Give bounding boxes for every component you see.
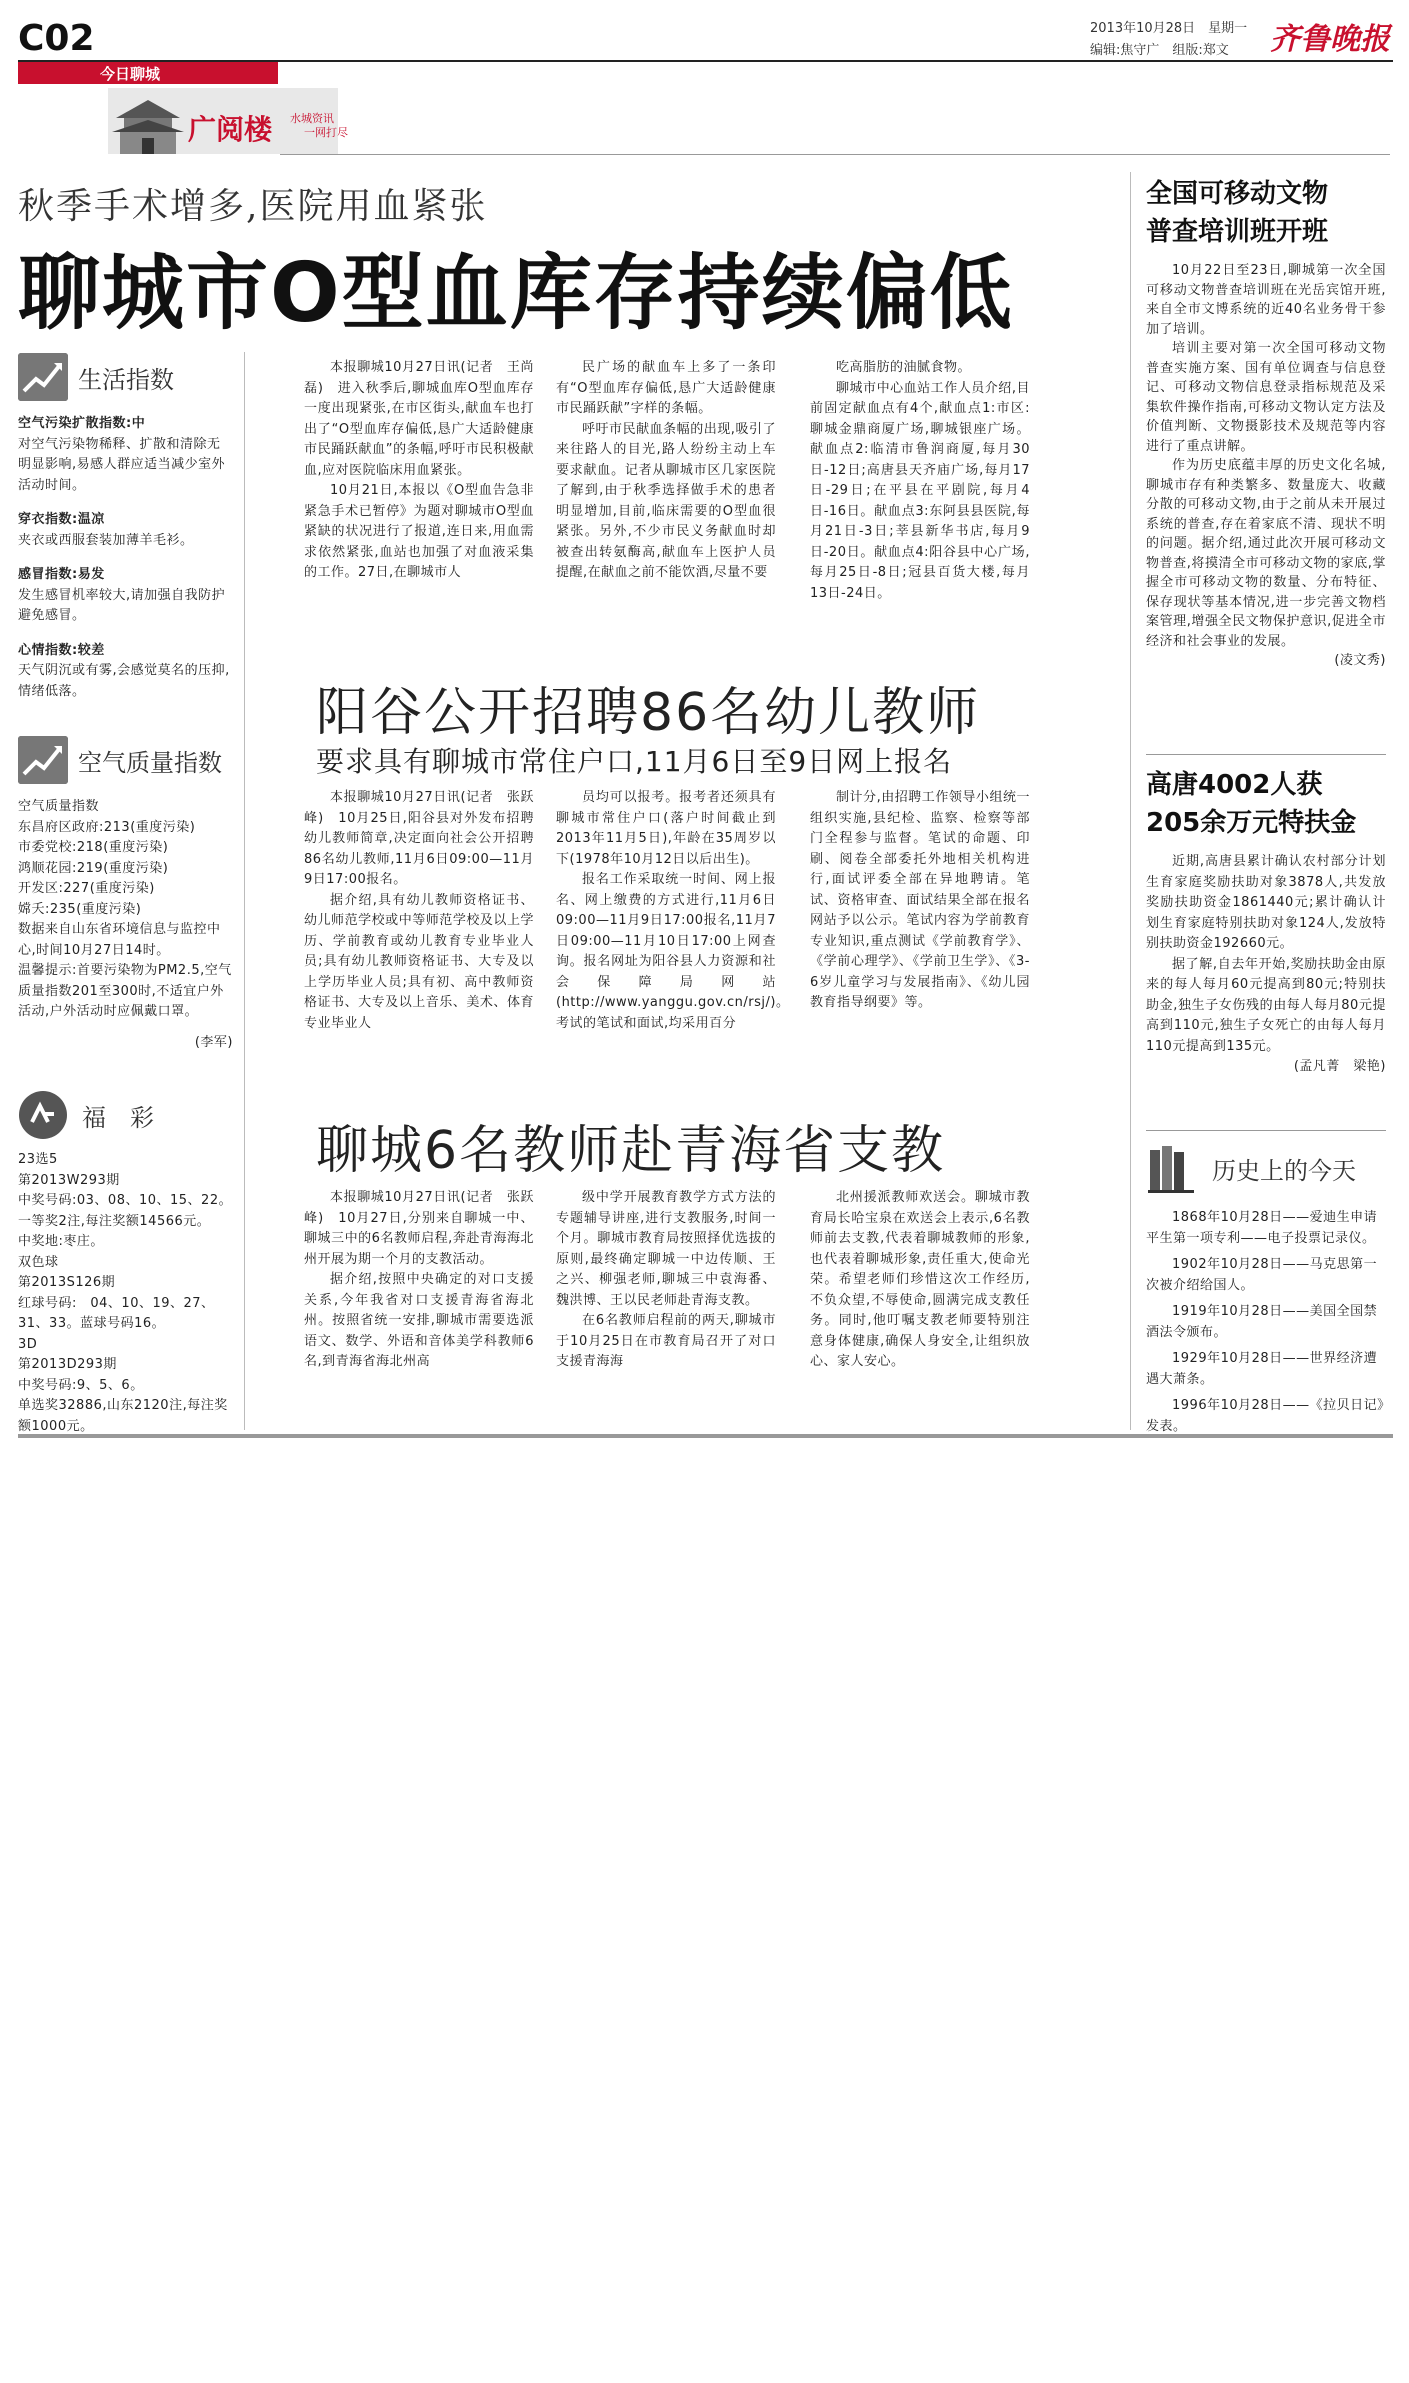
right-article1-body bbox=[1146, 261, 1386, 651]
history-item: 1929年10月28日——世界经济遭遇大萧条。 bbox=[1146, 1351, 1378, 1387]
article2-subhead: 要求具有聊城市常住户口,11月6日至9日网上报名 bbox=[316, 745, 953, 778]
history-list bbox=[1146, 1208, 1386, 1437]
sidebar-life bbox=[18, 352, 233, 716]
lottery-line: 红球号码: 04、10、19、27、31、33。蓝球号码16。 bbox=[18, 1295, 215, 1331]
right-article2-title-line2: 205余万元特扶金 bbox=[1146, 808, 1357, 838]
sidebar-lottery bbox=[18, 1090, 233, 1437]
banner-rule bbox=[280, 154, 1390, 155]
article2-column-3 bbox=[810, 788, 1030, 1014]
paragraph: 呼吁市民献血条幅的出现,吸引了来往路人的目光,路人纷纷主动上车要求献血。记者从聊城市区几家医院了解到,由于秋季选择做手术的患者明显增加,目前,临床需要的O型血很紧张。另外,不少市民义务献血时却被查出转氨酶高,献血车上医护人员提醒,在献血之前不能饮酒,尽量不要 bbox=[556, 421, 776, 580]
paragraph: 制计分,由招聘工作领导小组统一组织实施,县纪检、监察、检察等部门全程参与监督。笔试的命题、印刷、阅卷全部委托外地相关机构进行,面试评委全部在异地聘请。笔试、资格审查、面试结果全部在报名网站予以公示。笔试内容为学前教育专业知识,重点测试《学前教育学》、《学前心理学》、《学前卫生学》、《3-6岁儿童学习与发展指南》、《幼儿园教育指导纲要》等。 bbox=[810, 790, 1030, 1010]
right-article1-title-line2: 普查培训班开班 bbox=[1146, 217, 1329, 247]
paragraph: 本报聊城10月27日讯(记者 王尚磊) 进入秋季后,聊城血库O型血库存一度出现紧张,在市区街头,献血车也打出了“O型血库存偏低,恳广大适龄健康市民踊跃献血”的条幅,呼吁市民积极献血,应对医院临床用血紧张。 bbox=[304, 360, 534, 478]
air-quality-list bbox=[18, 797, 233, 1023]
paragraph: 吃高脂肪的油腻食物。 bbox=[836, 360, 972, 375]
banner-title: 广阅楼 bbox=[188, 113, 273, 146]
books-icon bbox=[1146, 1142, 1198, 1194]
paragraph: 据介绍,按照中央确定的对口支援关系,今年我省对口支援青海省海北州。按照省统一安排,聊城市需要选派语文、数学、外语和音体美学科教师6名,到青海省海北州高 bbox=[304, 1272, 534, 1369]
page-number: C02 bbox=[18, 18, 95, 59]
article1-column-1 bbox=[304, 358, 534, 584]
life-index-text: 天气阴沉或有雾,会感觉莫名的压抑,情绪低落。 bbox=[18, 663, 230, 699]
column-rule bbox=[1130, 172, 1131, 1430]
lottery-line: 双色球 bbox=[18, 1254, 59, 1270]
paragraph: 本报聊城10月27日讯(记者 张跃峰) 10月25日,阳谷县对外发布招聘幼儿教师简章,决定面向社会公开招聘86名幼儿教师,11月6日09:00—11月9日17:00报名。 bbox=[304, 790, 534, 887]
page-bottom-rule bbox=[18, 1434, 1393, 1438]
lottery-line: 23选5 bbox=[18, 1152, 58, 1167]
air-quality-line: 嫦夭:235(重度污染) bbox=[18, 901, 142, 917]
section-rule bbox=[1146, 1130, 1386, 1131]
life-index-item bbox=[18, 414, 233, 496]
life-index-label: 空气污染扩散指数:中 bbox=[18, 416, 146, 431]
right-article2-author: (孟凡菁 梁艳) bbox=[1293, 1059, 1386, 1074]
right-history bbox=[1146, 1140, 1386, 1443]
lottery-list bbox=[18, 1150, 233, 1437]
chart-trend-icon bbox=[18, 353, 68, 401]
article1-column-2 bbox=[556, 358, 776, 584]
life-index-label: 心情指数:较差 bbox=[18, 642, 105, 658]
paragraph: 级中学开展教育教学方式方法的专题辅导讲座,进行支教服务,时间一个月。聊城市教育局按照择优选拔的原则,最终确定聊城一中边传顺、王之兴、柳强老师,聊城三中袁海番、魏洪博、王以民老师赴青海支教。 bbox=[556, 1190, 776, 1308]
history-title: 历史上的今天 bbox=[1212, 1156, 1356, 1185]
section-rule bbox=[1146, 754, 1386, 755]
life-index-text: 夹衣或西服套装加薄羊毛衫。 bbox=[18, 532, 194, 548]
lottery-line: 中奖号码:03、08、10、15、22。 bbox=[18, 1193, 233, 1208]
right-article-2 bbox=[1146, 766, 1386, 1078]
lottery-line: 一等奖2注,每注奖额14566元。 bbox=[18, 1213, 211, 1229]
lottery-line: 第2013W293期 bbox=[18, 1172, 120, 1188]
paragraph: 作为历史底蕴丰厚的历史文化名城,聊城市存有种类繁多、数量庞大、收藏分散的可移动文物,由于之前从未开展过系统的普查,存在着家底不清、现状不明的问题。据介绍,通过此次开展可移动文物普查,将摸清全市可移动文物的家底,掌握全市可移动文物的数量、分布特征、保存现状等基本情况,进一步完善文物档案管理,增强全民文物保护意识,促进全市经济和社会事业的发展。 bbox=[1146, 458, 1386, 649]
air-quality-line: 空气质量指数 bbox=[18, 799, 100, 814]
paragraph: 报名工作采取统一时间、网上报名、网上缴费的方式进行,11月6日09:00—11月9日17:00报名,11月7日09:00—11月10日17:00上网查询。报名网址为阳谷县人力资源和社会保障局网站(http://www.yanggu.gov.cn/rsj/)。考试的笔试和面试,均采用百分 bbox=[556, 872, 790, 1031]
air-quality-line: 开发区:227(重度污染) bbox=[18, 881, 155, 896]
air-quality-line: 东昌府区政府:213(重度污染) bbox=[18, 819, 196, 835]
air-quality-title: 空气质量指数 bbox=[78, 748, 222, 777]
section-label: 今日聊城 bbox=[100, 65, 161, 83]
life-index-label: 穿衣指数:温凉 bbox=[18, 512, 105, 527]
paragraph: 10月22日至23日,聊城第一次全国可移动文物普查培训班在光岳宾馆开班,来自全市文博系统的近40名业务骨干参加了培训。 bbox=[1146, 263, 1386, 337]
article3-headline: 聊城6名教师赴青海省支教 bbox=[316, 1121, 946, 1181]
paragraph: 近期,高唐县累计确认农村部分计划生育家庭奖励扶助对象3878人,共发放奖励扶助资金1861440元;累计确认计划生育家庭特别扶助对象124人,发放特别扶助资金192660元。 bbox=[1146, 854, 1386, 951]
lottery-line: 单选奖32886,山东2120注,每注奖额1000元。 bbox=[18, 1398, 228, 1434]
paragraph: 在6名教师启程前的两天,聊城市于10月25日在市教育局召开了对口支援青海海 bbox=[556, 1313, 776, 1369]
air-quality-line: 鸿顺花园:219(重度污染) bbox=[18, 860, 169, 876]
paragraph: 北州援派教师欢送会。聊城市教育局长哈宝泉在欢送会上表示,6名教师前去支教,代表着聊城教师的形象,也代表着聊城形象,责任重大,使命光荣。希望老师们珍惜这次工作经历,不负众望,不辱使命,圆满完成支教任务。同时,他叮嘱支教老师要特别注意身体健康,确保人身安全,让组织放心、家人安心。 bbox=[810, 1190, 1030, 1369]
paragraph: 10月21日,本报以《O型血告急非紧急手术已暂停》为题对聊城市O型血紧缺的状况进行了报道,连日来,用血需求依然紧张,血站也加强了对血液采集的工作。27日,在聊城市人 bbox=[304, 483, 534, 580]
lottery-logo-icon bbox=[18, 1090, 68, 1140]
lottery-line: 中奖地:枣庄。 bbox=[18, 1234, 104, 1249]
article3-column-2 bbox=[556, 1188, 776, 1373]
article1-kicker: 秋季手术增多,医院用血紧张 bbox=[18, 186, 488, 227]
history-item: 1902年10月28日——马克思第一次被介绍给国人。 bbox=[1146, 1257, 1378, 1293]
air-quality-line: 数据来自山东省环境信息与监控中心,时间10月27日14时。 bbox=[18, 922, 221, 958]
column-rule bbox=[244, 352, 245, 1430]
life-index-item bbox=[18, 641, 233, 703]
life-index-label: 感冒指数:易发 bbox=[18, 567, 105, 582]
editor-line: 编辑:焦守广 组版:郑文 bbox=[1090, 43, 1229, 58]
article1-headline: 聊城市O型血库存持续偏低 bbox=[18, 246, 1014, 341]
banner-subtitle: 水城资讯 一网打尽 bbox=[290, 112, 348, 139]
date-line: 2013年10月28日 星期一 bbox=[1090, 21, 1248, 36]
life-index-title: 生活指数 bbox=[78, 365, 174, 394]
right-article1-title: 全国可移动文物 bbox=[1146, 179, 1329, 209]
life-index-list bbox=[18, 414, 233, 702]
history-item: 1996年10月28日——《拉贝日记》发表。 bbox=[1146, 1398, 1385, 1434]
right-article2-title: 高唐4002人获 bbox=[1146, 770, 1323, 800]
paragraph: 据介绍,具有幼儿教师资格证书、幼儿师范学校或中等师范学校及以上学历、学前教育或幼儿教育专业毕业人员;具有幼儿教师资格证书、大专及以上学历毕业人员;具有初、高中教师资格证书、大专及以上音乐、美术、体育专业毕业人 bbox=[304, 892, 534, 1031]
paragraph: 据了解,自去年开始,奖励扶助金由原来的每人每月60元提高到80元;特别扶助金,独生子女伤残的由每人每月80元提高到110元,独生子女死亡的由每人每月110元提高到135元。 bbox=[1146, 956, 1386, 1054]
paragraph: 聊城市中心血站工作人员介绍,目前固定献血点有4个,献血点1:市区:聊城金鼎商厦广场,聊城银座广场。献血点2:临清市鲁润商厦,每月30日-12日;高唐县天齐庙广场,每月17日-29日;在平县在平剧院,每月4日-16日。献血点3:东阿县县医院,每月21日-3日;莘县新华书店,每月9日-20日。献血点4:阳谷县中心广场,每月25日-8日;冠县百货大楼,每月13日-24日。 bbox=[810, 380, 1030, 601]
life-index-item bbox=[18, 510, 233, 551]
air-quality-line: 市委党校:218(重度污染) bbox=[18, 840, 169, 855]
article3-column-1 bbox=[304, 1188, 534, 1373]
chart-trend-icon bbox=[18, 736, 68, 784]
life-index-text: 对空气污染物稀释、扩散和清除无明显影响,易感人群应适当减少室外活动时间。 bbox=[18, 436, 226, 493]
paragraph: 本报聊城10月27日讯(记者 张跃峰) 10月27日,分别来自聊城一中、聊城三中的6名教师启程,奔赴青海海北州开展为期一个月的支教活动。 bbox=[304, 1190, 534, 1267]
lottery-line: 第2013S126期 bbox=[18, 1275, 116, 1290]
article2-headline: 阳谷公开招聘86名幼儿教师 bbox=[316, 683, 981, 743]
paragraph: 员均可以报考。报考者还须具有聊城市常住户口(落户时间截止到2013年11月5日),年龄在35周岁以下(1978年10月12日以后出生)。 bbox=[556, 790, 776, 867]
lottery-line: 中奖号码:9、5、6。 bbox=[18, 1377, 144, 1393]
lottery-title: 福 彩 bbox=[82, 1103, 154, 1132]
article1-column-3 bbox=[810, 358, 1030, 604]
header-meta bbox=[1090, 18, 1247, 62]
air-quality-line: 温馨提示:首要污染物为PM2.5,空气质量指数201至300时,不适宜户外活动,户外活动时应佩戴口罩。 bbox=[18, 963, 232, 1019]
history-item: 1868年10月28日——爱迪生申请平生第一项专利——电子投票记录仪。 bbox=[1146, 1210, 1378, 1246]
newspaper-logo: 齐鲁晚报 bbox=[1270, 22, 1390, 57]
lottery-line: 第2013D293期 bbox=[18, 1357, 117, 1372]
life-index-text: 发生感冒机率较大,请加强自我防护避免感冒。 bbox=[18, 587, 226, 623]
article3-column-3 bbox=[810, 1188, 1030, 1373]
paragraph: 民广场的献血车上多了一条印有“O型血库存偏低,恳广大适龄健康市民踊跃献”字样的条幅。 bbox=[556, 360, 776, 416]
paragraph: 培训主要对第一次全国可移动文物普查实施方案、国有单位调查与信息登记、可移动文物信息登录指标规范及采集软件操作指南,可移动文物认定方法及价值判断、文物摄影技术及规范等内容进行了重点讲解。 bbox=[1146, 341, 1386, 454]
sidebar-air bbox=[18, 735, 233, 1053]
air-quality-author: (李军) bbox=[194, 1034, 233, 1050]
right-article1-author: (凌文秀) bbox=[1334, 653, 1386, 668]
right-article2-body bbox=[1146, 852, 1386, 1057]
article2-column-1 bbox=[304, 788, 534, 1034]
article2-column-2 bbox=[556, 788, 790, 1034]
lottery-line: 3D bbox=[18, 1336, 38, 1352]
right-article-1 bbox=[1146, 175, 1386, 672]
life-index-item bbox=[18, 565, 233, 627]
history-item: 1919年10月28日——美国全国禁酒法令颁布。 bbox=[1146, 1304, 1378, 1340]
